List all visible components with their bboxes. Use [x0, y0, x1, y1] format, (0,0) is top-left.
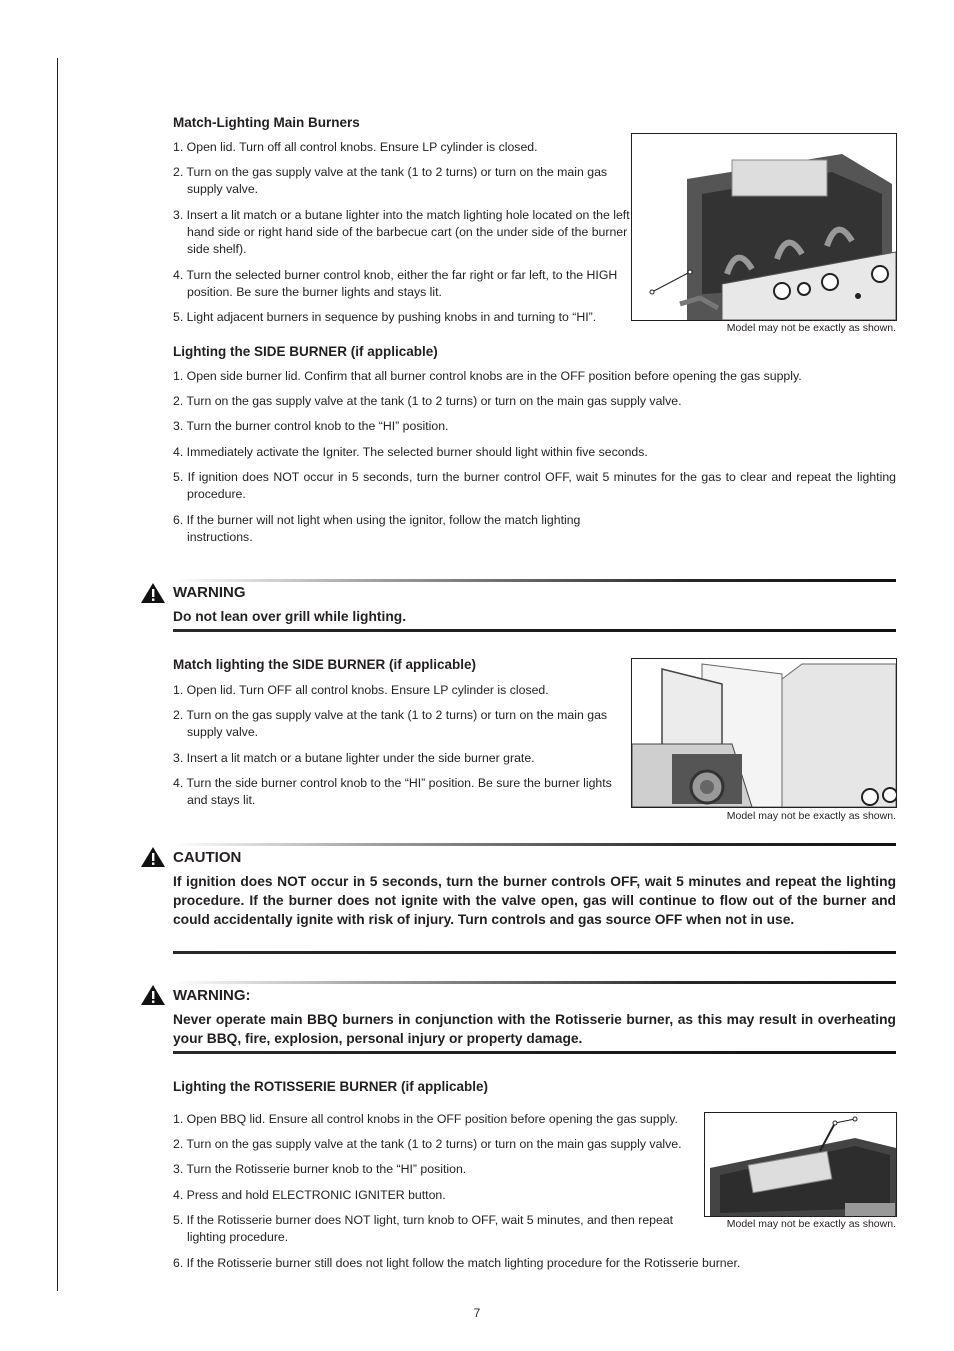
section-title-rotisserie: Lighting the ROTISSERIE BURNER (if applicable)	[173, 1079, 489, 1094]
step: 5. Light adjacent burners in sequence by pushing knobs in and turning to “HI”.	[173, 310, 597, 324]
grill-illustration-main	[631, 133, 897, 321]
side-burner-illustration	[631, 658, 897, 808]
warning-body: Do not lean over grill while lighting.	[173, 609, 407, 624]
section-title-match-lighting-main: Match-Lighting Main Burners	[173, 115, 360, 130]
step: 5. If ignition does NOT occur in 5 seconds, turn the burner control OFF, wait 5 minutes for the gas to clear and repeat the lighting procedure.	[173, 470, 896, 501]
step: 5. If the Rotisserie burner does NOT light, turn knob to OFF, wait 5 minutes, and then repeat lighting procedure.	[173, 1213, 674, 1244]
step: 4. Turn the selected burner control knob, either the far right or far left, to the HIGH position. Be sure the burner lights and stays lit.	[173, 268, 618, 299]
rotisserie-illustration	[704, 1112, 897, 1217]
step: 6. If the Rotisserie burner still does not light follow the match lighting procedure for the Rotisserie burner.	[173, 1256, 741, 1270]
rule	[173, 843, 896, 846]
step: 4. Press and hold ELECTRONIC IGNITER button.	[173, 1188, 446, 1202]
step: 2. Turn on the gas supply valve at the tank (1 to 2 turns) or turn on the main gas supply valve.	[173, 394, 682, 408]
warning-triangle-icon	[140, 582, 166, 604]
warning-body: Never operate main BBQ burners in conjunction with the Rotisserie burner, as this may result in overheating your BBQ, fire, explosion, personal injury or property damage.	[173, 1012, 896, 1046]
step: 1. Open lid. Turn off all control knobs. Ensure LP cylinder is closed.	[173, 140, 538, 154]
figure-caption: Model may not be exactly as shown.	[726, 810, 896, 822]
step: 1. Open lid. Turn OFF all control knobs. Ensure LP cylinder is closed.	[173, 683, 549, 697]
figure-caption: Model may not be exactly as shown.	[726, 322, 896, 334]
step: 1. Open side burner lid. Confirm that all burner control knobs are in the OFF position before opening the gas supply.	[173, 369, 802, 383]
step: 6. If the burner will not light when using the ignitor, follow the match lighting instructions.	[173, 513, 581, 544]
rule	[173, 981, 896, 984]
figure-caption: Model may not be exactly as shown.	[726, 1218, 896, 1230]
warning-triangle-icon	[140, 984, 166, 1006]
step: 2. Turn on the gas supply valve at the tank (1 to 2 turns) or turn on the main gas supply valve.	[173, 1137, 682, 1151]
step: 2. Turn on the gas supply valve at the tank (1 to 2 turns) or turn on the main gas supply valve.	[173, 165, 608, 196]
section-title-match-lighting-side: Match lighting the SIDE BURNER (if applicable)	[173, 657, 477, 672]
step: 2. Turn on the gas supply valve at the tank (1 to 2 turns) or turn on the main gas supply valve.	[173, 708, 608, 739]
caution-heading: CAUTION	[173, 849, 242, 866]
step: 4. Turn the side burner control knob to the “HI” position. Be sure the burner lights and stays lit.	[173, 776, 612, 807]
caution-body: If ignition does NOT occur in 5 seconds, turn the burner controls OFF, wait 5 minutes and repeat the lighting procedure. If the burner does not ignite with the valve open, gas will continue to flow out of the burner and could accidentally ignite with risk of injury. Turn controls and gas source OFF when not in use.	[173, 874, 896, 927]
rule	[173, 1051, 896, 1054]
warning-heading: WARNING	[173, 584, 246, 601]
rule	[173, 951, 896, 954]
warning-heading: WARNING:	[173, 987, 251, 1004]
step: 3. Turn the Rotisserie burner knob to the “HI” position.	[173, 1162, 467, 1176]
step: 3. Insert a lit match or a butane lighter under the side burner grate.	[173, 751, 535, 765]
rule	[173, 579, 896, 582]
section-title-side-burner: Lighting the SIDE BURNER (if applicable)	[173, 344, 438, 359]
step: 1. Open BBQ lid. Ensure all control knobs in the OFF position before opening the gas supply.	[173, 1112, 678, 1126]
warning-triangle-icon	[140, 846, 166, 868]
margin-line	[57, 58, 58, 1291]
page-number: 7	[473, 1306, 481, 1320]
step: 3. Turn the burner control knob to the “HI” position.	[173, 419, 449, 433]
rule	[173, 629, 896, 632]
step: 3. Insert a lit match or a butane lighter into the match lighting hole located on the left hand side or right hand side of the barbecue cart (on the under side of the burner side shelf).	[173, 208, 630, 256]
step: 4. Immediately activate the Igniter. The selected burner should light within five seconds.	[173, 445, 648, 459]
